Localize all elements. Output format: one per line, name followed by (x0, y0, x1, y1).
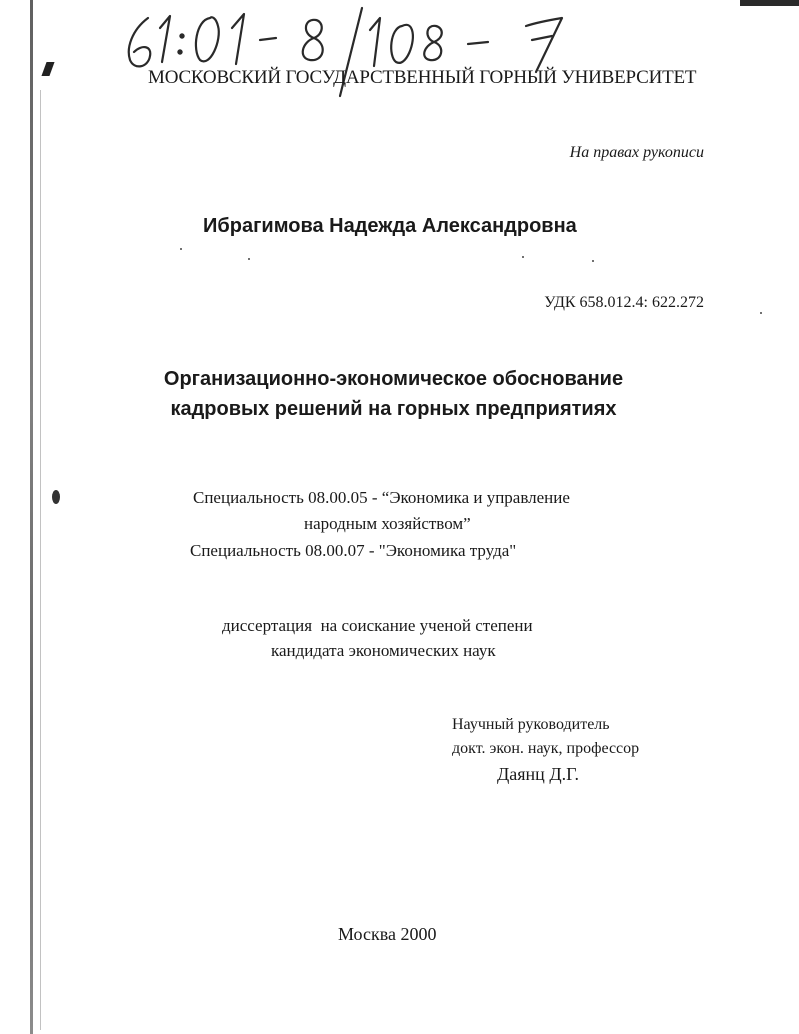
author-name: Ибрагимова Надежда Александровна (203, 215, 577, 237)
advisor-name: Даянц Д.Г. (497, 764, 579, 784)
advisor-role: Научный руководитель (452, 716, 610, 733)
rights-note: На правах рукописи (569, 144, 704, 161)
university-name: МОСКОВСКИЙ ГОСУДАРСТВЕННЫЙ ГОРНЫЙ УНИВЕРСИТЕТ (148, 67, 697, 88)
dissertation-title-line-1: Организационно-экономическое обоснование (163, 368, 624, 390)
specialty-2: Специальность 08.00.07 - "Экономика труда" (190, 541, 517, 560)
scan-top-strip (740, 0, 799, 6)
specialty-1: Специальность 08.00.05 - “Экономика и управление (193, 488, 570, 507)
advisor-credentials: докт. экон. наук, профессор (452, 740, 640, 757)
dissertation-title-line-2: кадровых решений на горных предприятиях (170, 398, 617, 420)
punch-hole (52, 490, 60, 504)
speck (180, 248, 182, 250)
speck (522, 256, 524, 258)
scan-mark (41, 62, 54, 76)
specialty-1-continued: народным хозяйством” (304, 514, 471, 533)
udc-code: УДК 658.012.4: 622.272 (544, 294, 704, 311)
city-year: Москва 2000 (338, 924, 437, 944)
speck (760, 312, 762, 314)
degree-line-1: диссертация на соискание ученой степени (222, 616, 533, 635)
speck (248, 258, 250, 260)
speck (592, 260, 594, 262)
scan-left-edge (30, 0, 33, 1034)
scan-left-line (40, 90, 41, 1030)
degree-line-2: кандидата экономических наук (271, 641, 496, 660)
